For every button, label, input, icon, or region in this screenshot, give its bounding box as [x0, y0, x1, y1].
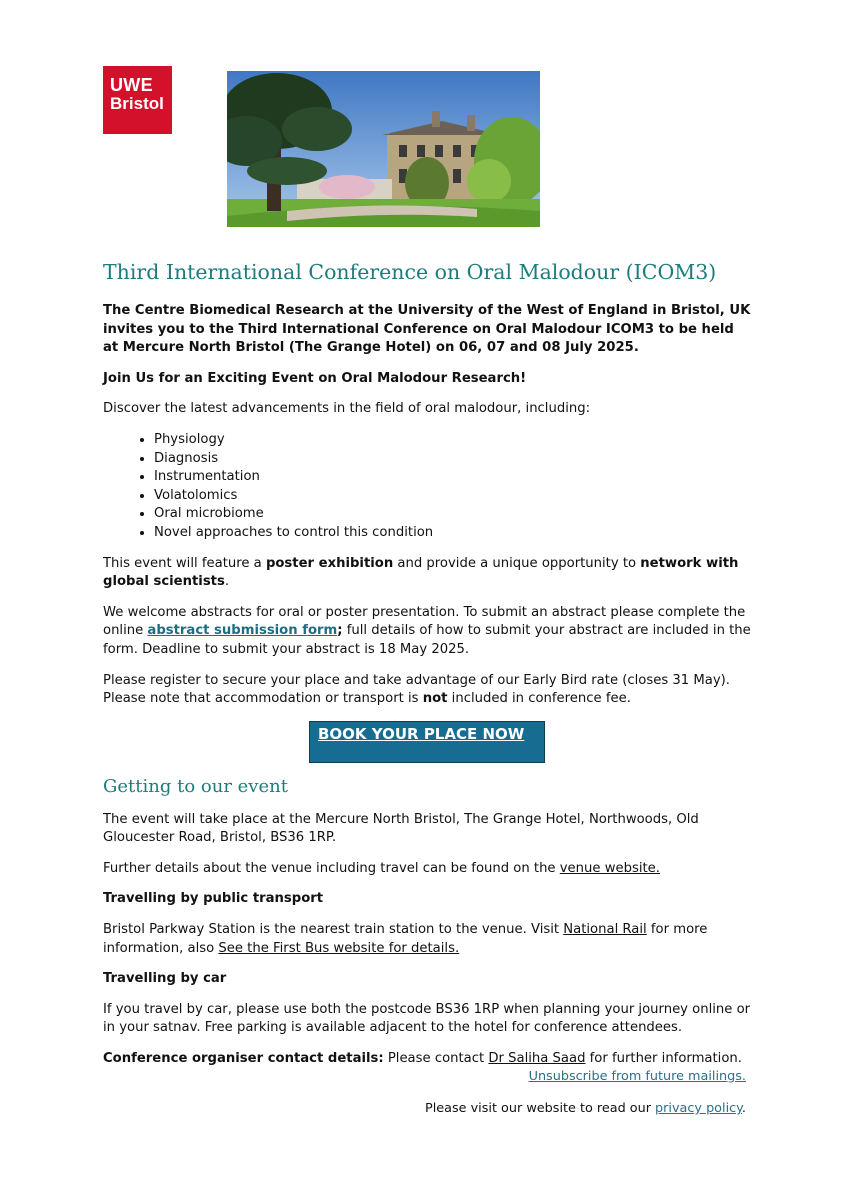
feature-bold: network with global scientists — [103, 555, 739, 590]
car-text: If you travel by car, please use both the postcode BS36 1RP when planning your journey online or in your satnav. Free parking is available adjacent to the hotel for conference attendees. — [103, 1001, 751, 1036]
abstract-submission-link[interactable]: abstract submission form — [147, 623, 338, 639]
contact-before: Please contact — [383, 1051, 489, 1067]
public-middle: for more information, also — [103, 922, 708, 956]
register-bold: not — [422, 691, 448, 707]
getting-heading: Getting to our event — [103, 775, 288, 797]
first-bus-link[interactable]: See the First Bus website for details. — [218, 940, 460, 956]
abstract-semicolon: ; — [337, 623, 343, 639]
list-item: • Physiology — [154, 431, 753, 450]
book-button-wrap — [101, 721, 753, 763]
contact-text — [103, 1050, 753, 1069]
intro-text: The Centre Biomedical Research at the University of the West of England in Bristol, UK invites you to the Third International Conference on Oral Malodour ICOM3 to be held at Mercure North Bristol (The Grange Hotel) on 06, 07 and 08 July 2025. — [103, 303, 751, 356]
abstract-before: We welcome abstracts for oral or poster presentation. To submit an abstract please complete the online — [103, 604, 746, 639]
logo-line2: Bristol — [110, 94, 164, 113]
venue-photo — [227, 71, 540, 227]
join-heading: Join Us for an Exciting Event on Oral Malodour Research! — [103, 370, 527, 386]
register-after: included in conference fee. — [447, 691, 631, 707]
contact-link[interactable]: Dr Saliha Saad — [488, 1051, 586, 1067]
email-body — [103, 258, 753, 1081]
feature-bold: poster exhibition — [265, 555, 394, 571]
topic-list — [103, 431, 753, 543]
feature-part: and provide a unique opportunity to — [393, 555, 641, 571]
unsubscribe-link[interactable]: Unsubscribe from future mailings. — [528, 1069, 746, 1084]
public-before: Bristol Parkway Station is the nearest train station to the venue. Visit — [103, 922, 564, 938]
list-item: • Volatolomics — [154, 487, 753, 506]
feature-part: This event will feature a — [103, 555, 266, 571]
privacy-before: Please visit our website to read our — [425, 1101, 656, 1116]
privacy-after: . — [741, 1101, 746, 1116]
venue-website-link[interactable]: venue website. — [559, 860, 660, 876]
abstract-after: full details of how to submit your abstract are included in the form. Deadline to submit your abstract is 18 May 2025. — [103, 623, 751, 657]
feature-text — [103, 555, 753, 592]
privacy-policy-link[interactable]: privacy policy — [655, 1101, 742, 1116]
list-item: • Instrumentation — [154, 468, 753, 487]
further-text — [103, 860, 753, 879]
discover-text: Discover the latest advancements in the field of oral malodour, including: — [103, 401, 591, 417]
uwe-bristol-logo[interactable] — [103, 66, 172, 134]
list-item: • Oral microbiome — [154, 505, 753, 524]
list-item: • Novel approaches to control this condition — [154, 524, 753, 543]
venue-text: The event will take place at the Mercure North Bristol, The Grange Hotel, Northwoods, Old Gloucester Road, Bristol, BS36 1RP. — [103, 811, 699, 846]
public-transport-text — [103, 921, 753, 958]
further-before: Further details about the venue including travel can be found on the — [103, 860, 560, 876]
contact-label: Conference organiser contact details: — [103, 1051, 384, 1067]
page-title: Third International Conference on Oral Malodour (ICOM3) — [103, 260, 717, 284]
abstract-text — [103, 604, 753, 660]
feature-part: . — [224, 574, 230, 590]
register-before: Please register to secure your place and take advantage of our Early Bird rate (closes 31 May). Please note that accommodation or transport is — [103, 672, 730, 707]
car-heading: Travelling by car — [103, 971, 227, 987]
privacy-line — [425, 1101, 746, 1116]
list-item: • Diagnosis — [154, 450, 753, 469]
register-text — [103, 672, 753, 709]
public-transport-heading: Travelling by public transport — [103, 891, 324, 907]
contact-after: for further information. — [585, 1051, 742, 1067]
national-rail-link[interactable]: National Rail — [563, 922, 647, 938]
logo-line1: UWE — [110, 75, 153, 95]
book-place-button[interactable]: BOOK YOUR PLACE NOW — [309, 721, 545, 763]
